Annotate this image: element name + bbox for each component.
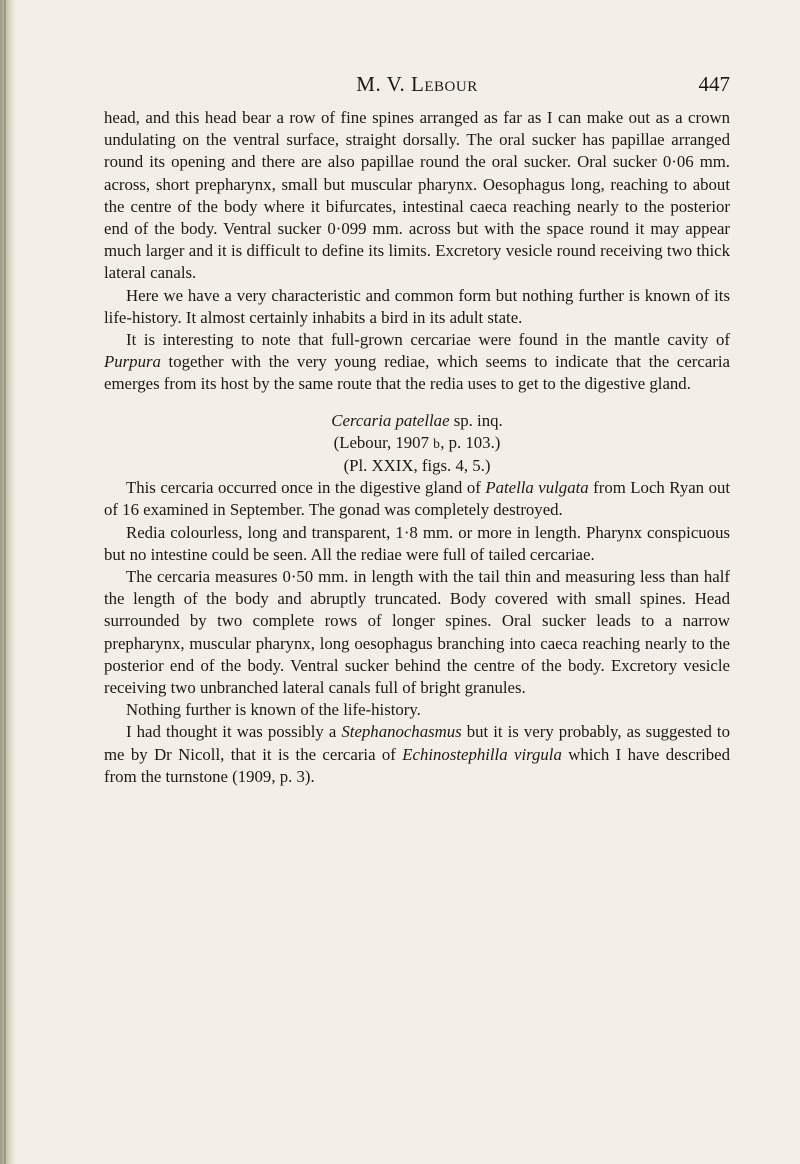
genus-name: Purpura [104, 352, 161, 372]
paragraph-redia: Redia colourless, long and transparent, 1·8 mm. or more in length. Pharynx conspicuous but no intestine could be seen. All the rediae were full of tailed cercariae. [104, 522, 730, 564]
paragraph-identification [104, 721, 730, 788]
reference-pre: (Lebour, 1907 [333, 432, 434, 452]
genus-name: Stephanochasmus [341, 722, 462, 742]
text-run: but it is very probably, as suggested to me by Dr Nicoll, that it is the cercaria of [104, 722, 730, 764]
page-header [104, 72, 730, 102]
text-run: This cercaria occurred once in the digestive gland of [126, 478, 486, 498]
paragraph-cercaria-description: The cercaria measures 0·50 mm. in length with the tail thin and measuring less than half the length of the body and abruptly truncated. Body covered with small spines. Head surrounded by two complete rows of longer spines. Oral sucker leads to a narrow prepharynx, muscular pharynx, long oesophagus branching into caeca reaching nearly to the posterior end of the body. Ventral sucker behind the centre of the body. Excretory vesicle receiving two unbranched lateral canals full of bright granules. [104, 567, 730, 698]
text-run: It is interesting to note that full-grown cercariae were found in the mantle cavity of [126, 330, 730, 350]
paragraph-occurrence [104, 477, 730, 521]
species-name: Cercaria patellae [331, 410, 450, 430]
paragraph-head-spines: head, and this head bear a row of fine spines arranged as far as I can make out as a crown undulating on the ventral surface, straight dorsally. The oral sucker has papillae arranged round its opening and there are also papillae round the oral sucker. Oral sucker 0·06 mm. across, short prepharynx, small but muscular pharynx. Oesophagus long, reaching to about the centre of the body where it bifurcates, intestinal caeca reaching nearly to the posterior end of the body. Ventral sucker 0·099 mm. across but with the space round it may appear much larger and it is difficult to define its limits. Excretory vesicle round receiving two thick lateral canals. [104, 108, 730, 283]
plate-reference: (Pl. XXIX, figs. 4, 5.) [343, 456, 491, 476]
species-suffix: sp. inq. [449, 410, 503, 430]
paragraph-nothing-further: Nothing further is known of the life-history. [126, 700, 421, 720]
binding-edge [4, 0, 6, 1164]
species-name: Echinostephilla virgula [402, 744, 562, 764]
reference-post: , p. 103.) [440, 432, 501, 452]
species-heading [104, 410, 730, 432]
host-name: Patella vulgata [485, 478, 589, 498]
text-run: together with the very young rediae, which seems to indicate that the cercaria emerges from its host by the same route that the redia uses to get to the digestive gland. [104, 352, 730, 394]
text-run: I had thought it was possibly a [126, 722, 342, 742]
text-run: from Loch Ryan out of 16 examined in September. The gonad was completely destroyed. [104, 478, 731, 520]
running-head: M. V. Lebour [356, 72, 478, 96]
species-reference [104, 432, 730, 455]
reference-letter: b [433, 435, 441, 451]
paragraph-mantle-cavity [104, 329, 730, 396]
text-run: which I have described from the turnstone (1909, p. 3). [104, 744, 730, 786]
page-number: 447 [698, 72, 730, 96]
book-spine-shadow [0, 0, 16, 1164]
body-text [104, 107, 730, 788]
paragraph-life-history: Here we have a very characteristic and common form but nothing further is known of its life-history. It almost certainly inhabits a bird in its adult state. [104, 285, 730, 327]
